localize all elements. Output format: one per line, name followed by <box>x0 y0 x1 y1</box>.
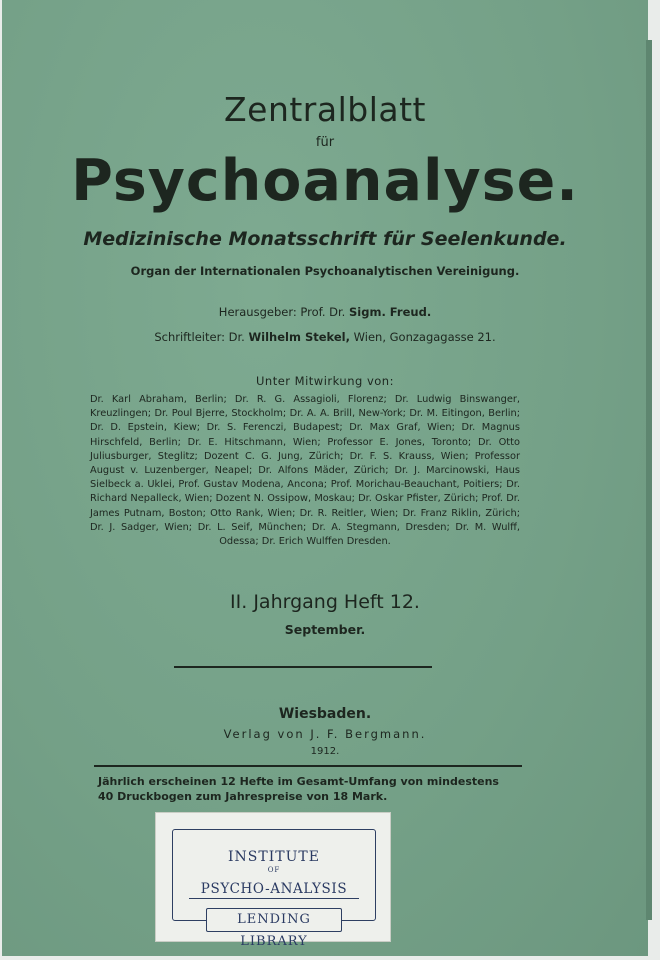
editor-name: Sigm. Freud. <box>349 305 432 319</box>
volume-issue: II. Jahrgang Heft 12. <box>230 591 420 613</box>
title-fur: für <box>315 135 335 150</box>
title-psychoanalyse: Psychoanalyse. <box>71 148 579 214</box>
editor-line <box>2 305 648 319</box>
notice-line-2: 40 Druckbogen zum Jahrespreise von 18 Mark. <box>98 790 388 803</box>
divider-rule <box>174 666 432 668</box>
publisher-city: Wiesbaden. <box>278 706 372 722</box>
label-institute: INSTITUTE <box>228 849 320 865</box>
title-zentralblatt: Zentralblatt <box>224 90 426 129</box>
library-label <box>156 813 390 949</box>
issue-month: September. <box>284 622 366 637</box>
subtitle: Medizinische Monatsschrift für Seelenkunde. <box>83 228 567 250</box>
leader-line <box>2 330 648 344</box>
leader-name: Wilhelm Stekel, <box>248 330 350 344</box>
label-of: OF <box>267 866 281 874</box>
label-lending-library: LENDING LIBRARY <box>206 908 342 932</box>
publisher-name: Verlag von J. F. Bergmann. <box>223 727 427 741</box>
leader-suffix: Wien, Gonzagagasse 21. <box>353 330 496 344</box>
organ-line: Organ der Internationalen Psychoanalytischen Vereinigung. <box>130 264 520 278</box>
publication-year: 1912. <box>310 746 340 757</box>
editor-prefix: Herausgeber: Prof. Dr. <box>218 305 346 319</box>
subscription-notice <box>98 774 528 804</box>
leader-prefix: Schriftleiter: Dr. <box>154 330 245 344</box>
collaboration-heading: Unter Mitwirkung von: <box>256 374 394 388</box>
label-psycho-analysis: PSYCHO-ANALYSIS <box>200 881 348 897</box>
contributors-list: Dr. Karl Abraham, Berlin; Dr. R. G. Assagioli, Florenz; Dr. Ludwig Binswanger, Kreuzlingen; Dr. Poul Bjerre, Stockholm; Dr. A. A. Brill, New-York; Dr. M. Eitingon, Berlin; Dr. D. Epstein, Kiew; Dr. S. Ferenczi, Budapest; Dr. Max Graf, Wien; Dr. Magnus Hirschfeld, Berlin; Dr. E. Hitschmann, Wien; Professor E. Jones, Toronto; Dr. Otto Juliusburger, Steglitz; Dozent C. G. Jung, Zürich; Dr. F. S. Krauss, Wien; Professor August v. Luzenberger, Neapel; Dr. Alfons Mäder, Zürich; Dr. J. Marcinowski, Haus Sielbeck a. Uklei, Prof. Gustav Modena, Ancona; Prof. Morichau-Beauchant, Poitiers; Dr. Richard Nepalleck, Wien; Dozent N. Ossipow, Moskau; Dr. Oskar Pfister, Zürich; Prof. Dr. James Putnam, Boston; Otto Rank, Wien; Dr. R. Reitler, Wien; Dr. Franz Riklin, Zürich; Dr. J. Sadger, Wien; Dr. L. Seif, München; Dr. A. Stegmann, Dresden; Dr. M. Wulff, Odessa; Dr. Erich Wulffen Dresden. <box>90 394 520 548</box>
notice-line-1: Jährlich erscheinen 12 Hefte im Gesamt-Umfang von mindestens <box>98 775 499 788</box>
label-divider <box>189 898 359 899</box>
journal-cover <box>2 0 648 956</box>
bottom-rule <box>94 765 522 767</box>
